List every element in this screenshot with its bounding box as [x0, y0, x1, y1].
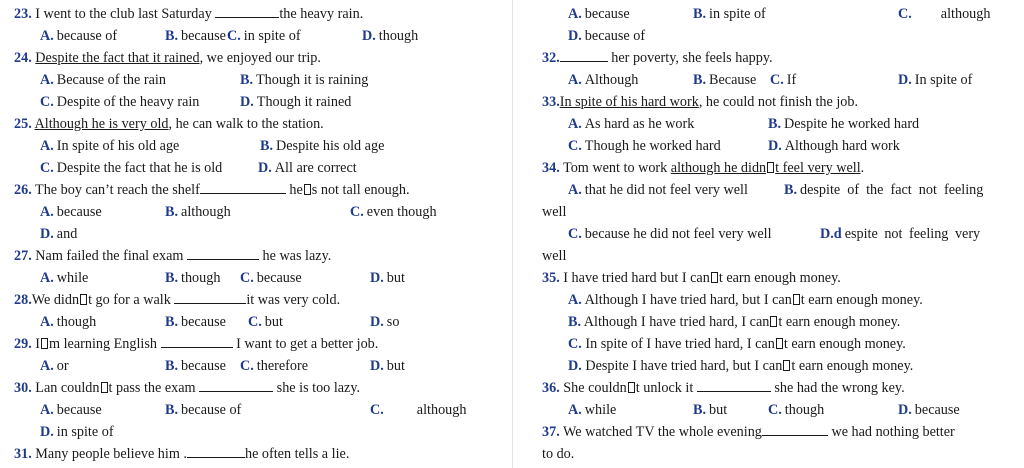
option-c[interactable]: C. because he did not feel very well — [568, 226, 772, 242]
option-b[interactable]: B. Though it is raining — [240, 72, 369, 88]
option-d[interactable]: D. Although hard work — [768, 138, 900, 154]
option-b[interactable]: B. because — [165, 28, 226, 44]
option-a[interactable]: A. Because of the rain — [40, 72, 166, 88]
question-33: 33.In spite of his hard work, he could not finish the job. — [542, 94, 859, 110]
option-b[interactable]: B. Despite he worked hard — [768, 116, 920, 132]
question-30: 30. Lan couldn t pass the exam she is too lazy. — [14, 380, 361, 396]
option-b[interactable]: B. but — [693, 402, 728, 418]
question-31: 31. Many people believe him . he often tells a lie. — [14, 446, 350, 462]
option-d[interactable]: D. All are correct — [258, 160, 357, 176]
option-a[interactable]: A. or — [40, 358, 69, 374]
option-b[interactable]: B. because — [165, 358, 226, 374]
option-d[interactable]: D. but — [370, 270, 405, 286]
option-c[interactable]: C. Despite the fact that he is old — [40, 160, 223, 176]
question-37-wrap: to do. — [542, 446, 575, 462]
missing-glyph-box — [101, 382, 108, 393]
option-d[interactable]: D. Though it rained — [240, 94, 352, 110]
option-d[interactable]: D. In spite of — [898, 72, 973, 88]
option-35-c[interactable]: C. In spite of I have tried hard, I can t earn enough money. — [568, 336, 906, 352]
answer-blank[interactable] — [187, 444, 245, 458]
option-b[interactable]: B. Because — [693, 72, 757, 88]
option-a[interactable]: A. that he did not feel very well — [568, 182, 748, 198]
option-b[interactable]: B. Despite his old age — [260, 138, 385, 154]
option-35-b[interactable]: B. Although I have tried hard, I can t earn enough money. — [568, 314, 901, 330]
option-c[interactable]: C. even though — [350, 204, 437, 220]
answer-blank[interactable] — [187, 246, 259, 260]
option-d[interactable]: D. but — [370, 358, 405, 374]
option-c[interactable]: C. in spite of — [227, 28, 301, 44]
question-28: 28.We didn t go for a walk it was very cold. — [14, 292, 341, 308]
answer-blank[interactable] — [560, 48, 608, 62]
option-d[interactable]: D. in spite of — [40, 424, 114, 440]
question-24: 24. Despite the fact that it rained, we enjoyed our trip. — [14, 50, 321, 66]
missing-glyph-box — [41, 338, 48, 349]
question-23: 23. I went to the club last Saturday the heavy rain. — [14, 6, 364, 22]
option-a[interactable]: A. while — [40, 270, 89, 286]
option-d[interactable]: D. because — [898, 402, 960, 418]
answer-blank[interactable] — [215, 4, 279, 18]
option-d[interactable]: D.d espite not feeling very — [820, 226, 981, 242]
answer-blank[interactable] — [161, 334, 233, 348]
option-b[interactable]: B. although — [165, 204, 231, 220]
missing-glyph-box — [711, 272, 718, 283]
answer-blank[interactable] — [200, 180, 286, 194]
option-a[interactable]: A. Although — [568, 72, 639, 88]
answer-blank[interactable] — [762, 422, 828, 436]
question-29: 29. I m learning English I want to get a better job. — [14, 336, 379, 352]
option-c[interactable]: C. If — [770, 72, 797, 88]
option-d[interactable]: D. though — [362, 28, 419, 44]
option-c[interactable]: C. Despite of the heavy rain — [40, 94, 200, 110]
option-c[interactable]: C. but — [248, 314, 283, 330]
question-36: 36. She couldn t unlock it she had the wrong key. — [542, 380, 905, 396]
answer-blank[interactable] — [174, 290, 246, 304]
option-c[interactable]: C. although — [898, 6, 991, 22]
option-b[interactable]: B. because of — [165, 402, 242, 418]
option-a[interactable]: A. because — [40, 204, 102, 220]
option-a[interactable]: A. though — [40, 314, 97, 330]
option-a[interactable]: A. As hard as he work — [568, 116, 695, 132]
question-27: 27. Nam failed the final exam he was lazy. — [14, 248, 332, 264]
option-a[interactable]: A. because — [568, 6, 630, 22]
option-d[interactable]: D. because of — [568, 28, 646, 44]
option-b[interactable]: B. because — [165, 314, 226, 330]
option-d[interactable]: D. and — [40, 226, 78, 242]
option-a[interactable]: A. because of — [40, 28, 118, 44]
option-c[interactable]: C. Though he worked hard — [568, 138, 721, 154]
option-a[interactable]: A. because — [40, 402, 102, 418]
answer-blank[interactable] — [199, 378, 273, 392]
option-c[interactable]: C. though — [768, 402, 825, 418]
option-b[interactable]: B. though — [165, 270, 221, 286]
option-d[interactable]: D. so — [370, 314, 400, 330]
option-c[interactable]: C. although — [370, 402, 467, 418]
missing-glyph-box — [767, 162, 774, 173]
option-a[interactable]: A. while — [568, 402, 617, 418]
question-32: 32. her poverty, she feels happy. — [542, 50, 773, 66]
options-34-b-wrap: well — [542, 204, 567, 220]
column-divider — [512, 0, 513, 468]
option-c[interactable]: C. therefore — [240, 358, 308, 374]
missing-glyph-box — [628, 382, 635, 393]
question-26: 26. The boy can’t reach the shelf he s not tall enough. — [14, 182, 410, 198]
option-b[interactable]: B. in spite of — [693, 6, 766, 22]
option-c[interactable]: C. because — [240, 270, 302, 286]
options-34-d-wrap: well — [542, 248, 567, 264]
option-35-d[interactable]: D. Despite I have tried hard, but I can t earn enough money. — [568, 358, 914, 374]
answer-blank[interactable] — [697, 378, 771, 392]
option-35-a[interactable]: A. Although I have tried hard, but I can t earn enough money. — [568, 292, 923, 308]
missing-glyph-box — [80, 294, 87, 305]
question-25: 25. Although he is very old, he can walk to the station. — [14, 116, 324, 132]
option-b[interactable]: B. despite of the fact not feeling — [784, 182, 984, 198]
question-37: 37. We watched TV the whole evening we had nothing better — [542, 424, 955, 440]
option-a[interactable]: A. In spite of his old age — [40, 138, 180, 154]
missing-glyph-box — [304, 184, 311, 195]
question-34: 34. Tom went to work although he didn t feel very well. — [542, 160, 865, 176]
question-35: 35. I have tried hard but I can t earn enough money. — [542, 270, 841, 286]
